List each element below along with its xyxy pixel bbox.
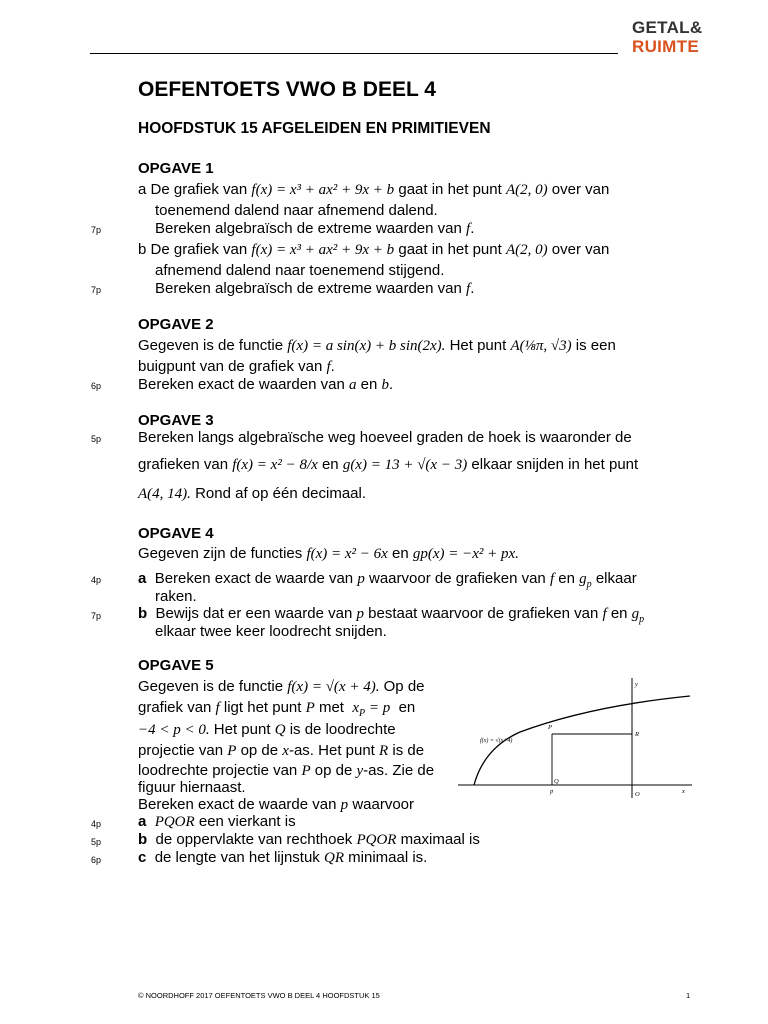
q5-a-points: 4p bbox=[91, 819, 102, 829]
q4-b-points: 7p bbox=[91, 611, 102, 621]
q1-a-line3: Bereken algebraïsch de extreme waarden van f. bbox=[155, 220, 475, 237]
q2-points: 6p bbox=[91, 381, 102, 391]
q5-line6: figuur hiernaast. bbox=[138, 779, 246, 796]
q1-b-line2: afnemend dalend naar toenemend stijgend. bbox=[155, 262, 445, 279]
q1-a-line2: toenemend dalend naar afnemend dalend. bbox=[155, 202, 438, 219]
logo-line-2: RUIMTE bbox=[632, 37, 699, 56]
q5-function: f(x) = √(x + 4). bbox=[287, 679, 380, 695]
q1-a-points: 7p bbox=[91, 225, 102, 235]
logo-line-1: GETAL& bbox=[632, 18, 703, 37]
q3-heading: OPGAVE 3 bbox=[138, 412, 214, 429]
q5-c-points: 6p bbox=[91, 855, 102, 865]
page-number: 1 bbox=[686, 991, 691, 1000]
q4-function-g: gp(x) = −x² + px. bbox=[412, 546, 519, 562]
q4-a-line2: raken. bbox=[155, 588, 197, 605]
publisher-logo bbox=[632, 18, 722, 56]
page-title: OEFENTOETS VWO B DEEL 4 bbox=[138, 78, 436, 101]
label-p: p bbox=[550, 788, 554, 795]
q3-line3: A(4, 14). Rond af op één decimaal. bbox=[138, 485, 367, 502]
q3-function-g: g(x) = 13 + √(x − 3) bbox=[342, 457, 468, 473]
q5-line2: grafiek van f ligt het punt P met $x_P = p$ en bbox=[138, 699, 416, 719]
q5-b-line: b de oppervlakte van rechthoek PQOR maximaal is bbox=[138, 831, 480, 848]
q4-line1: Gegeven zijn de functies f(x) = x² − 6x en gp(x) = −x² + px. bbox=[138, 545, 519, 562]
footer-text: © NOORDHOFF 2017 OEFENTOETS VWO B DEEL 4 HOOFDSTUK 15 bbox=[138, 991, 380, 1000]
q2-heading: OPGAVE 2 bbox=[138, 316, 214, 333]
q5-line1: Gegeven is de functie f(x) = √(x + 4). Op de bbox=[138, 678, 425, 695]
label-P: P bbox=[548, 724, 552, 731]
q4-a-line1: a Bereken exact de waarde van p waarvoor de grafieken van f en $g_p$ elkaar bbox=[138, 570, 637, 590]
q1-a-line1: a De grafiek van f(x) = x³ + ax² + 9x + b gaat in het punt A(2, 0) over van bbox=[138, 181, 610, 198]
q5-line3: −4 < p < 0. Het punt Q is de loodrechte bbox=[138, 721, 396, 738]
q4-heading: OPGAVE 4 bbox=[138, 525, 214, 542]
q5-c-line: c de lengte van het lijnstuk QR minimaal is. bbox=[138, 849, 428, 866]
q2-function: f(x) = a sin(x) + b sin(2x). bbox=[287, 338, 446, 354]
q4-b-line1: b Bewijs dat er een waarde van p bestaat waarvoor de grafieken van f en $g_p$ bbox=[138, 605, 645, 625]
q5-figure bbox=[450, 672, 696, 802]
label-y: y bbox=[635, 681, 638, 688]
q2-line1: Gegeven is de functie f(x) = a sin(x) + b sin(2x). Het punt A(⅛π, √3) is een bbox=[138, 337, 616, 354]
chapter-title: HOOFDSTUK 15 AFGELEIDEN EN PRIMITIEVEN bbox=[138, 120, 491, 137]
q3-points: 5p bbox=[91, 434, 102, 444]
q1-b-line3: Bereken algebraïsch de extreme waarden van f. bbox=[155, 280, 475, 297]
q4-function-f: f(x) = x² − 6x bbox=[306, 546, 388, 562]
q3-line2: grafieken van f(x) = x² − 8/x en g(x) = 13 + √(x − 3) elkaar snijden in het punt bbox=[138, 456, 639, 473]
q5-line7: Bereken exact de waarde van p waarvoor bbox=[138, 796, 415, 813]
label-Q: Q bbox=[554, 778, 559, 785]
q5-heading: OPGAVE 5 bbox=[138, 657, 214, 674]
q1-b-points: 7p bbox=[91, 285, 102, 295]
q4-a-points: 4p bbox=[91, 575, 102, 585]
curve-label: f(x) = √(x+4) bbox=[480, 738, 513, 744]
q1-a-function: f(x) = x³ + ax² + 9x + b bbox=[251, 182, 395, 198]
q1-b-line1: b De grafiek van f(x) = x³ + ax² + 9x + b gaat in het punt A(2, 0) over van bbox=[138, 241, 610, 258]
q1-b-function: f(x) = x³ + ax² + 9x + b bbox=[251, 242, 395, 258]
q5-a-line: a PQOR een vierkant is bbox=[138, 813, 296, 830]
q5-b-points: 5p bbox=[91, 837, 102, 847]
label-O: O bbox=[635, 791, 640, 798]
q5-line5: loodrechte projectie van P op de y-as. Zie de bbox=[138, 762, 435, 779]
q5-line4: projectie van P op de x-as. Het punt R is de bbox=[138, 742, 425, 759]
q2-line3: Bereken exact de waarden van a en b. bbox=[138, 376, 394, 393]
label-x: x bbox=[682, 788, 685, 795]
label-R: R bbox=[635, 731, 639, 738]
q3-function-f: f(x) = x² − 8/x bbox=[232, 457, 318, 473]
q3-line1: Bereken langs algebraïsche weg hoeveel graden de hoek is waaronder de bbox=[138, 429, 632, 446]
q2-line2: buigpunt van de grafiek van f. bbox=[138, 358, 335, 375]
q1-heading: OPGAVE 1 bbox=[138, 160, 214, 177]
header-rule bbox=[90, 53, 618, 54]
q4-b-line2: elkaar twee keer loodrecht snijden. bbox=[155, 623, 387, 640]
